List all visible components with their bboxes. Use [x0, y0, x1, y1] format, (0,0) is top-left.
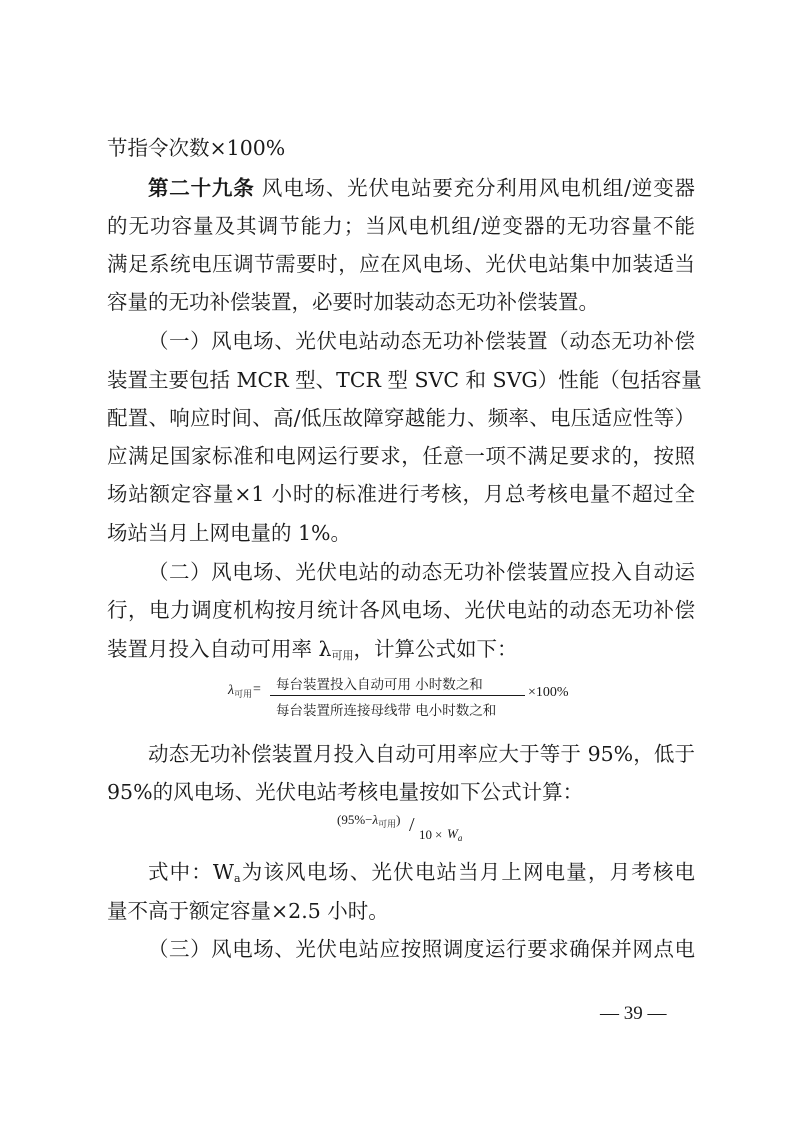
- clause-1-line-5: [107, 479, 695, 509]
- fraction-bar: [270, 695, 525, 696]
- text: 动态无功补偿装置月投入自动可用率应大于等于 95%，低于: [148, 742, 695, 766]
- w-symbol: W: [447, 826, 458, 841]
- denominator-ten: 10: [419, 827, 432, 842]
- clause-1-line-4: [107, 441, 695, 471]
- text: 装置月投入自动可用率 λ: [107, 637, 332, 661]
- percent-multiplier: ×100%: [528, 685, 569, 700]
- article-heading: 第二十九条: [148, 176, 255, 200]
- text: 场站当月上网电量的 1%。: [107, 521, 352, 545]
- lhs-subscript: 可用: [234, 689, 253, 699]
- clause-2-line-5: [107, 777, 695, 807]
- clause-1-line-6: [107, 518, 695, 548]
- lambda-subscript: 可用: [378, 819, 397, 829]
- subscript: a: [234, 872, 241, 885]
- lambda-symbol: λ: [228, 683, 235, 698]
- text: ，计算公式如下：: [353, 637, 518, 661]
- text: （三）风电场、光伏电站应按照调度运行要求确保并网点电: [148, 937, 695, 961]
- text: 装置主要包括 MCR 型、TCR 型 SVC 和 SVG）性能（包括容量: [107, 368, 702, 392]
- clause-2-line-3: [107, 634, 695, 671]
- article-29-line-4: [107, 287, 695, 317]
- clause-2-line-1: [107, 557, 695, 587]
- formula-note-line-2: [107, 896, 695, 926]
- close-paren: ): [396, 812, 401, 827]
- formula-open: [337, 812, 401, 830]
- text: 应满足国家标准和电网运行要求，任意一项不满足要求的，按照: [107, 444, 695, 468]
- times-sign: ×: [435, 827, 443, 842]
- article-29-line-1: [107, 173, 695, 203]
- clause-1-line-2: [107, 365, 702, 395]
- denominator: 每台装置所连接母线带 电小时数之和: [276, 703, 497, 719]
- formula-w: [447, 826, 462, 843]
- formula-note-line-1: [107, 857, 695, 894]
- subscript: 可用: [331, 649, 354, 662]
- numerator: 每台装置投入自动可用 小时数之和: [276, 677, 483, 693]
- text: 节指令次数×100%: [107, 136, 286, 160]
- division-slash: /: [409, 814, 415, 836]
- open-paren: (95%−: [337, 812, 373, 827]
- text: 式中：W: [148, 860, 234, 884]
- formula-lhs: [228, 683, 252, 700]
- text: 95%的风电场、光伏电站考核电量按如下公式计算：: [107, 780, 584, 804]
- clause-1-line-3: [107, 403, 695, 433]
- text: 的无功容量及其调节能力；当风电机组/逆变器的无功容量不能: [107, 214, 695, 238]
- text: 配置、响应时间、高/低压故障穿越能力、频率、电压适应性等）: [107, 406, 695, 430]
- text: 场站额定容量×1 小时的标准进行考核，月总考核电量不超过全: [107, 482, 695, 506]
- equals-sign: =: [253, 682, 261, 697]
- lambda-symbol: λ: [372, 812, 379, 827]
- w-subscript: a: [457, 833, 463, 843]
- clause-3-line-1: [107, 934, 695, 964]
- text: 满足系统电压调节需要时，应在风电场、光伏电站集中加装适当: [107, 252, 695, 276]
- text: （一）风电场、光伏电站动态无功补偿装置（动态无功补偿: [148, 329, 695, 353]
- text: 风电场、光伏电站要充分利用风电机组/逆变器: [254, 176, 696, 200]
- text: 为该风电场、光伏电站当月上网电量，月考核电: [240, 860, 696, 884]
- text-line-1: [107, 133, 695, 163]
- clause-2-line-4: [107, 739, 695, 769]
- text: 行，电力调度机构按月统计各风电场、光伏电站的动态无功补偿: [107, 598, 695, 622]
- text: 量不高于额定容量×2.5 小时。: [107, 899, 389, 923]
- article-29-line-3: [107, 249, 695, 279]
- page-number: — 39 —: [600, 1003, 667, 1024]
- text: 容量的无功补偿装置，必要时加装动态无功补偿装置。: [107, 290, 599, 314]
- clause-1-line-1: [107, 326, 695, 356]
- clause-2-line-2: [107, 595, 695, 625]
- article-29-line-2: [107, 211, 695, 241]
- text: （二）风电场、光伏电站的动态无功补偿装置应投入自动运: [148, 560, 695, 584]
